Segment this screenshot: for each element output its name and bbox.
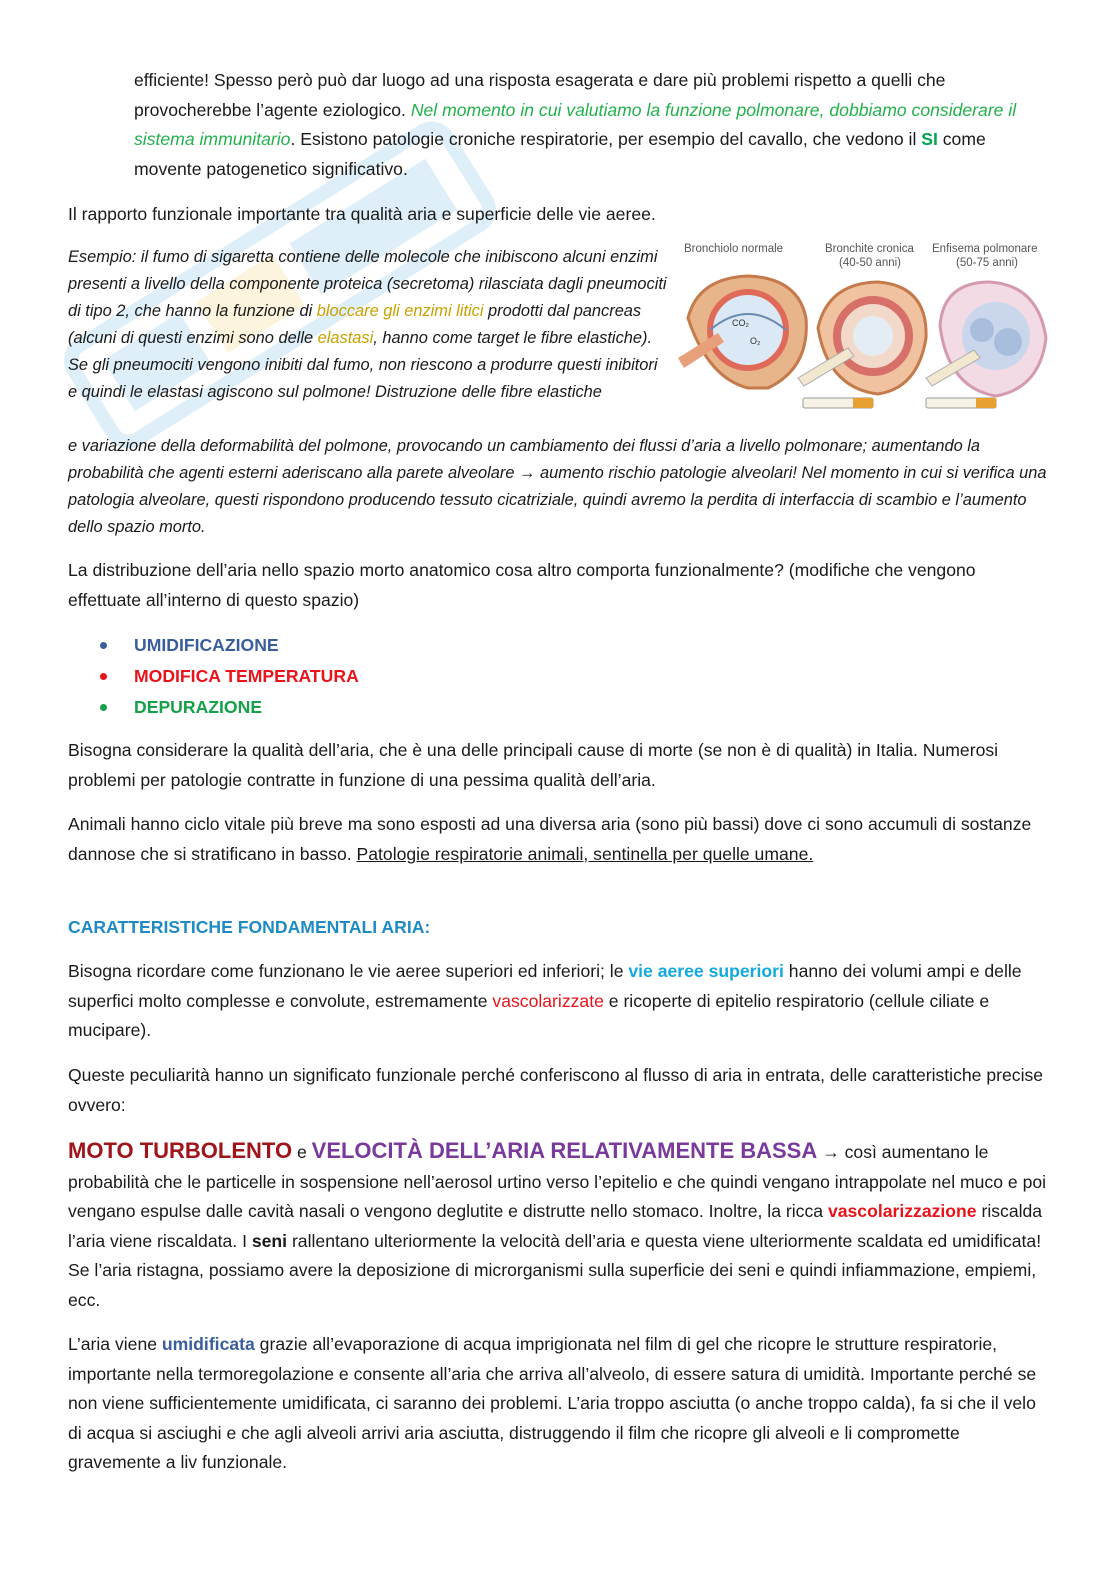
para1-si-bold: SI: [921, 129, 938, 149]
paragraph-humidification: [68, 1330, 1053, 1478]
para5-text: Animali hanno ciclo vitale più breve ma sono esposti ad una diversa aria (sono più bassi) dove ci sono accumuli di sostanze dannose che si stratificano in basso.: [68, 814, 1032, 864]
para9-text-2: grazie all’evaporazione di acqua imprigionata nel film di gel che ricopre le strutture respiratorie, importante nella termoregolazione e consente all’aria che arriva all’alveolo, di essere satura di umidità. Importante perché se non viene sufficientemente umidificata, ci saranno dei problemi. L’aria troppo asciutta (o anche troppo calda), fa si che il velo di acqua si asciughi e che agli alveoli arrivi aria asciutta, distruggendo il film che ricopre gli alveoli e li compromette gravemente a liv funzionale.: [68, 1334, 1037, 1472]
para6-text-1: Bisogna ricordare come funzionano le vie aeree superiori ed inferiori; le: [68, 961, 629, 981]
para6-text-2: hanno dei volumi ampi e delle superfici molto complesse e convolute, estremamente: [68, 961, 1022, 1011]
para6-cyan: vie aeree superiori: [628, 961, 784, 981]
para8-text-1: così aumentano le probabilità che le particelle in sospensione nell’aerosol urtino verso l’epitelio e che quindi vengano intrappolate nel muco e poi vengano espulse dalle cavità nasali o vengono deglutite e distrutte nello stomaco. Inoltre, la ricca: [68, 1142, 1047, 1221]
o2-label: O₂: [750, 336, 761, 346]
example-text-1: Esempio: il fumo di sigaretta contiene delle molecole che inibiscono alcuni enzimi presenti a livello della componente proteica (secretoma) rilasciata dagli pneumociti di tipo 2, che hanno la funzione di: [68, 248, 667, 320]
heading-text: CARATTERISTICHE FONDAMENTALI ARIA:: [68, 917, 431, 937]
paragraph-air-quality: Il rapporto funzionale importante tra qualità aria e superficie delle vie aeree.: [68, 204, 656, 224]
figure-label-bronchitis: Bronchite cronica: [825, 243, 914, 255]
paragraph-dead-space: La distribuzione dell’aria nello spazio morto anatomico cosa altro comporta funzionalmente? (modifiche che vengono effettuate all’interno di questo spazio): [68, 560, 976, 610]
bullet-dot: [100, 642, 107, 649]
para1-text-3: come movente patogenetico significativo.: [134, 129, 986, 179]
arrow-icon: →: [817, 1142, 845, 1162]
turbulent-motion-heading: MOTO TURBOLENTO: [68, 1138, 293, 1163]
paragraph-peculiarities: Queste peculiarità hanno un significato funzionale perché conferiscono al flusso di aria in entrata, delle caratteristiche precise ovvero:: [68, 1065, 1044, 1115]
para6-red: vascolarizzate: [492, 990, 604, 1011]
normal-bronchiole-illustration: [678, 276, 806, 388]
para8-seni-bold: seni: [251, 1230, 288, 1251]
example-paragraph-full: [68, 433, 1053, 541]
list-item: [96, 630, 359, 661]
emphysema-illustration: [926, 282, 1046, 408]
paragraph-immune: [134, 66, 1054, 184]
bullet-text: DEPURAZIONE: [134, 697, 263, 717]
example-text-5: aumento rischio patologie alveolari! Nel momento in cui si verifica una patologia alveolare, questi rispondono producendo tessuto cicatriziale, quindi avremo la perdita di interfaccia di scambio e l’aumento dello spazio morto.: [68, 464, 1047, 536]
figure-label-bronchitis-age: (40-50 anni): [839, 257, 902, 269]
para9-text-1: L’aria viene: [68, 1334, 162, 1354]
para9-blue: umidificata: [161, 1334, 255, 1354]
lung-disease-figure: [678, 238, 1052, 416]
para8-red: vascolarizzazione: [827, 1201, 977, 1221]
bullet-text: MODIFICA TEMPERATURA: [134, 666, 359, 686]
para1-text-2: . Esistono patologie croniche respiratorie, per esempio del cavallo, che vedono il: [290, 129, 922, 149]
paragraph-animals: [68, 810, 1053, 869]
bullet-text: UMIDIFICAZIONE: [134, 635, 279, 655]
example-orange-2: elastasi: [317, 329, 374, 347]
figure-label-emphysema-age: (50-75 anni): [956, 257, 1019, 269]
para8-and: e: [292, 1142, 312, 1162]
para5-underlined: Patologie respiratorie animali, sentinella per quelle umane.: [356, 843, 814, 864]
paragraph-air-quality-italy: Bisogna considerare la qualità dell’aria, che è una delle principali cause di morte (se non è di qualità) in Italia. Numerosi problemi per patologie contratte in funzione di una pessima qualità dell’aria.: [68, 740, 999, 790]
example-text-2: prodotti dal pancreas (alcuni di questi enzimi sono delle: [68, 302, 642, 347]
bullet-list: [96, 630, 359, 723]
example-text-3: , hanno come target le fibre elastiche). Se gli pneumociti vengono inibiti dal fumo, non riescono a produrre questi inibitori e quindi le elastasi agiscono sul polmone! Distruzione delle fibre elastiche: [68, 329, 658, 401]
example-text-4: e variazione della deformabilità del polmone, provocando un cambiamento dei flussi d’aria a livello polmonare; aumentando la probabilità che agenti esterni aderiscano alla parete alveolare: [68, 437, 981, 482]
para8-text-2: riscalda l’aria viene riscaldata. I: [68, 1201, 1043, 1251]
list-item: [96, 692, 359, 723]
section-heading: [68, 913, 1053, 943]
bullet-dot: [100, 704, 107, 711]
example-paragraph-wrapped: [68, 244, 668, 406]
bullet-dot: [100, 673, 107, 680]
arrow-icon: →: [519, 464, 536, 482]
para6-text-3: e ricoperte di epitelio respiratorio (cellule ciliate e mucipare).: [68, 990, 990, 1040]
list-item: [96, 661, 359, 692]
air-velocity-heading: VELOCITÀ DELL’ARIA RELATIVAMENTE BASSA: [311, 1138, 818, 1163]
example-orange-1: bloccare gli enzimi litici: [316, 302, 484, 320]
para1-text-1: efficiente! Spesso però può dar luogo ad una risposta esagerata e dare più problemi rispetto a quelli che provocherebbe l’agente eziologico.: [134, 70, 946, 120]
figure-label-normal: Bronchiolo normale: [684, 243, 784, 255]
co2-label: CO₂: [732, 318, 749, 328]
para1-green-italic: Nel momento in cui valutiamo la funzione polmonare, dobbiamo considerare il sistema immunitario: [134, 99, 1017, 149]
para8-text-3: rallentano ulteriormente la velocità dell’aria e questa viene ulteriormente scaldata ed umidificata! Se l’aria ristagna, possiamo avere la deposizione di microrganismi sulla superficie dei seni e quindi infiammazione, empiemi, ecc.: [68, 1230, 1042, 1310]
bronchitis-illustration: [798, 282, 926, 408]
paragraph-upper-airways: [68, 957, 1053, 1046]
figure-label-emphysema: Enfisema polmonare: [932, 243, 1038, 255]
paragraph-turbulent-flow: [68, 1136, 1053, 1315]
